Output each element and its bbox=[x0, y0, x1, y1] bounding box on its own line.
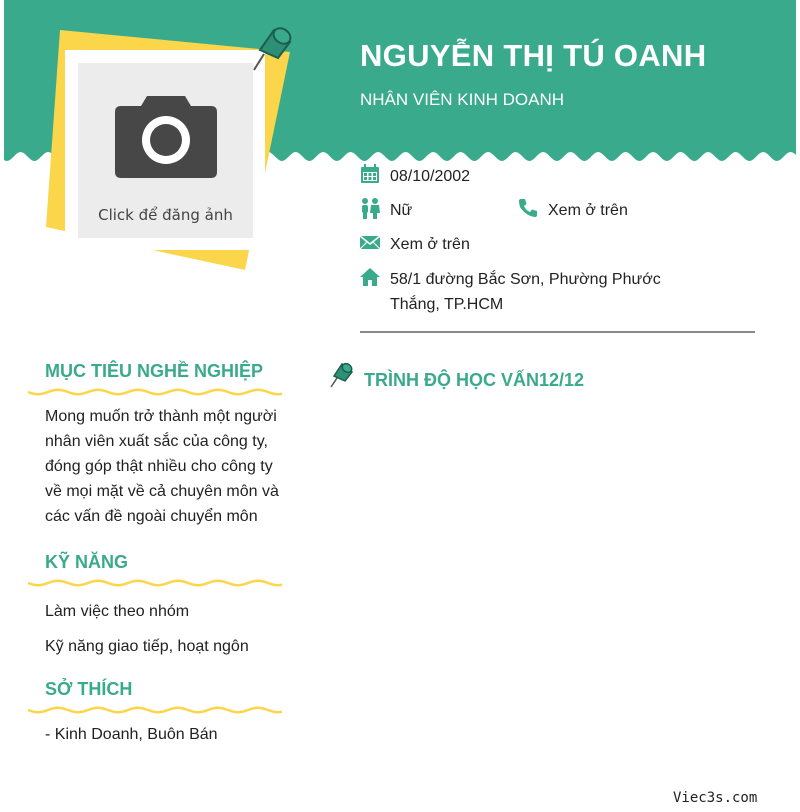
hobby-item: - Kinh Doanh, Buôn Bán bbox=[45, 726, 218, 743]
people-icon bbox=[360, 198, 380, 220]
phone-icon bbox=[518, 198, 538, 218]
objective-line: nhân viên xuất sắc của công ty, bbox=[45, 433, 268, 450]
profile-photo-card bbox=[40, 22, 300, 282]
email-value: Xem ở trên bbox=[390, 236, 470, 253]
hobbies-heading: SỞ THÍCH bbox=[45, 679, 133, 699]
skill-item: Làm việc theo nhóm bbox=[45, 603, 190, 620]
photo-upload-label: Click để đăng ảnh bbox=[98, 206, 233, 224]
address-line-1: 58/1 đường Bắc Sơn, Phường Phước bbox=[390, 271, 661, 288]
pushpin-icon bbox=[329, 361, 355, 389]
address-line-2: Thắng, TP.HCM bbox=[390, 296, 504, 313]
objective-line: các vấn đề ngoài chuyển môn bbox=[45, 508, 258, 525]
birthday-value: 08/10/2002 bbox=[390, 168, 471, 185]
calendar-icon bbox=[360, 164, 380, 184]
objective-line: Mong muốn trở thành một người bbox=[45, 408, 277, 425]
objective-line: đóng góp thật nhiều cho công ty bbox=[45, 458, 273, 475]
watermark: Viec3s.com bbox=[673, 790, 758, 806]
heading-underline bbox=[28, 578, 282, 588]
objective-line: về mọi mặt về cả chuyên môn và bbox=[45, 483, 279, 500]
objective-text bbox=[45, 404, 298, 529]
pushpin-icon bbox=[250, 24, 296, 74]
heading-underline bbox=[28, 705, 282, 715]
camera-icon bbox=[113, 88, 219, 180]
heading-underline bbox=[28, 387, 282, 397]
candidate-name: NGUYỄN THỊ TÚ OANH bbox=[360, 38, 707, 73]
envelope-icon bbox=[360, 232, 380, 252]
contact-divider bbox=[360, 331, 755, 333]
skills-heading: KỸ NĂNG bbox=[45, 552, 129, 572]
home-icon bbox=[360, 267, 380, 287]
skill-item: Kỹ năng giao tiếp, hoạt ngôn bbox=[45, 638, 249, 655]
gender-value: Nữ bbox=[390, 202, 413, 219]
photo-upload-button[interactable] bbox=[78, 63, 253, 238]
phone-value: Xem ở trên bbox=[548, 202, 628, 219]
objective-heading: MỤC TIÊU NGHỀ NGHIỆP bbox=[45, 361, 264, 381]
education-heading: TRÌNH ĐỘ HỌC VẤN12/12 bbox=[364, 370, 585, 390]
job-title: NHÂN VIÊN KINH DOANH bbox=[360, 90, 565, 109]
